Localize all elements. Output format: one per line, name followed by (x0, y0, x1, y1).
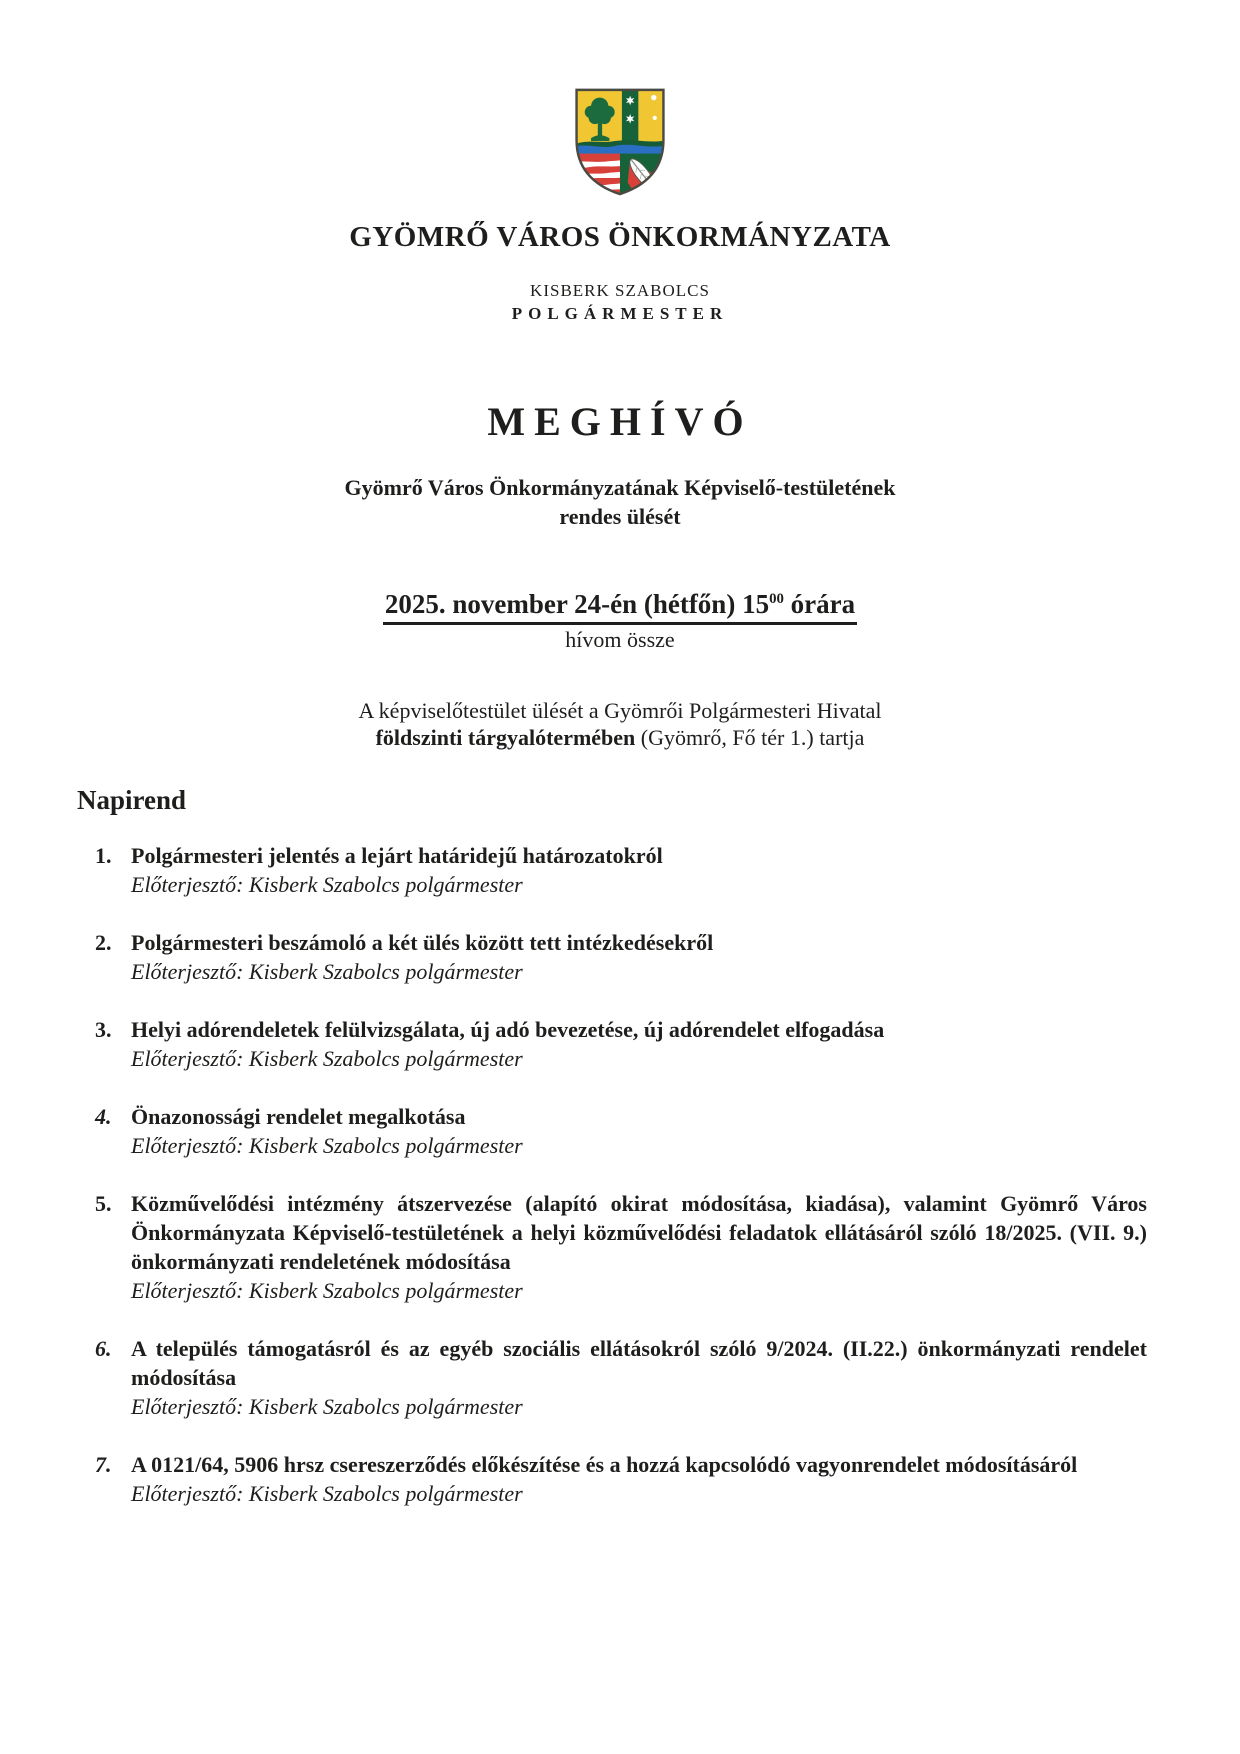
convene-text: hívom össze (565, 627, 675, 652)
agenda-item-2 (95, 928, 1147, 986)
meeting-datetime (0, 589, 1240, 625)
gyomro-coat-of-arms-icon (571, 86, 670, 198)
agenda-item-4 (95, 1102, 1147, 1160)
agenda-heading: Napirend (77, 785, 187, 815)
location-line-1: A képviselőtestület ülését a Gyömrői Polgármesteri Hivatal (358, 698, 882, 723)
datetime-superscript: 00 (769, 591, 784, 607)
org-name: GYÖMRŐ VÁROS ÖNKORMÁNYZATA (349, 221, 891, 253)
agenda-item-presenter: Előterjesztő: Kisberk Szabolcs polgármester (131, 1481, 523, 1506)
invitation-title: MEGHÍVÓ (487, 399, 753, 444)
agenda-item-presenter: Előterjesztő: Kisberk Szabolcs polgármester (131, 1278, 523, 1303)
agenda-item-number: 6. (95, 1336, 112, 1361)
agenda-item-number: 3. (95, 1017, 112, 1042)
agenda-item-number: 7. (95, 1452, 112, 1477)
invitation-subtitle (0, 473, 1240, 531)
location-address: (Gyömrő, Fő tér 1.) tartja (635, 725, 865, 750)
subtitle-line-1: Gyömrő Város Önkormányzatának Képviselő-testületének (344, 475, 896, 500)
agenda-item-presenter: Előterjesztő: Kisberk Szabolcs polgármester (131, 1394, 523, 1419)
subtitle-line-2: rendes ülését (559, 504, 681, 529)
agenda-item-3 (95, 1015, 1147, 1073)
agenda-item-number: 4. (95, 1104, 112, 1129)
agenda-list (95, 841, 1147, 1537)
agenda-item-title: Közművelődési intézmény átszervezése (alapító okirat módosítása, kiadása), valamint Gyömrő Város Önkormányzata Képviselő-testületének a helyi közművelődési feladatok ellátásáról szóló 18/2025. (VII. 9.) önkormányzati rendeletének módosítása (131, 1191, 1147, 1274)
official-name: KISBERK SZABOLCS (530, 281, 710, 300)
agenda-item-presenter: Előterjesztő: Kisberk Szabolcs polgármester (131, 1046, 523, 1071)
agenda-item-title: A 0121/64, 5906 hrsz csereszerződés előkészítése és a hozzá kapcsolódó vagyonrendelet módosításáról (131, 1452, 1078, 1477)
agenda-item-number: 5. (95, 1191, 112, 1216)
agenda-item-1 (95, 841, 1147, 899)
agenda-item-presenter: Előterjesztő: Kisberk Szabolcs polgármester (131, 872, 523, 897)
agenda-item-presenter: Előterjesztő: Kisberk Szabolcs polgármester (131, 1133, 523, 1158)
agenda-item-title: Polgármesteri beszámoló a két ülés között tett intézkedésekről (131, 930, 714, 955)
agenda-item-6 (95, 1334, 1147, 1421)
crest-svg (571, 86, 670, 198)
official-title: POLGÁRMESTER (511, 304, 729, 323)
agenda-item-title: Önazonossági rendelet megalkotása (131, 1104, 466, 1129)
agenda-item-7 (95, 1450, 1147, 1508)
agenda-item-presenter: Előterjesztő: Kisberk Szabolcs polgármester (131, 959, 523, 984)
agenda-item-title: Polgármesteri jelentés a lejárt határidejű határozatokról (131, 843, 663, 868)
meeting-location (0, 697, 1240, 751)
agenda-item-title: Helyi adórendeletek felülvizsgálata, új adó bevezetése, új adórendelet elfogadása (131, 1017, 885, 1042)
datetime-main: 2025. november 24-én (hétfőn) 15 (384, 589, 770, 619)
agenda-item-title: A település támogatásról és az egyéb szociális ellátásokról szóló 9/2024. (II.22.) önkormányzati rendelet módosítása (131, 1336, 1147, 1390)
agenda-item-5 (95, 1189, 1147, 1305)
agenda-item-number: 1. (95, 843, 112, 868)
datetime-suffix: órára (783, 589, 856, 619)
crest-white-stripes (572, 160, 620, 192)
agenda-item-number: 2. (95, 930, 112, 955)
meeting-datetime-underlined (383, 589, 857, 625)
location-room-bold: földszinti tárgyalótermében (375, 725, 636, 750)
location-line-2 (0, 724, 1240, 751)
